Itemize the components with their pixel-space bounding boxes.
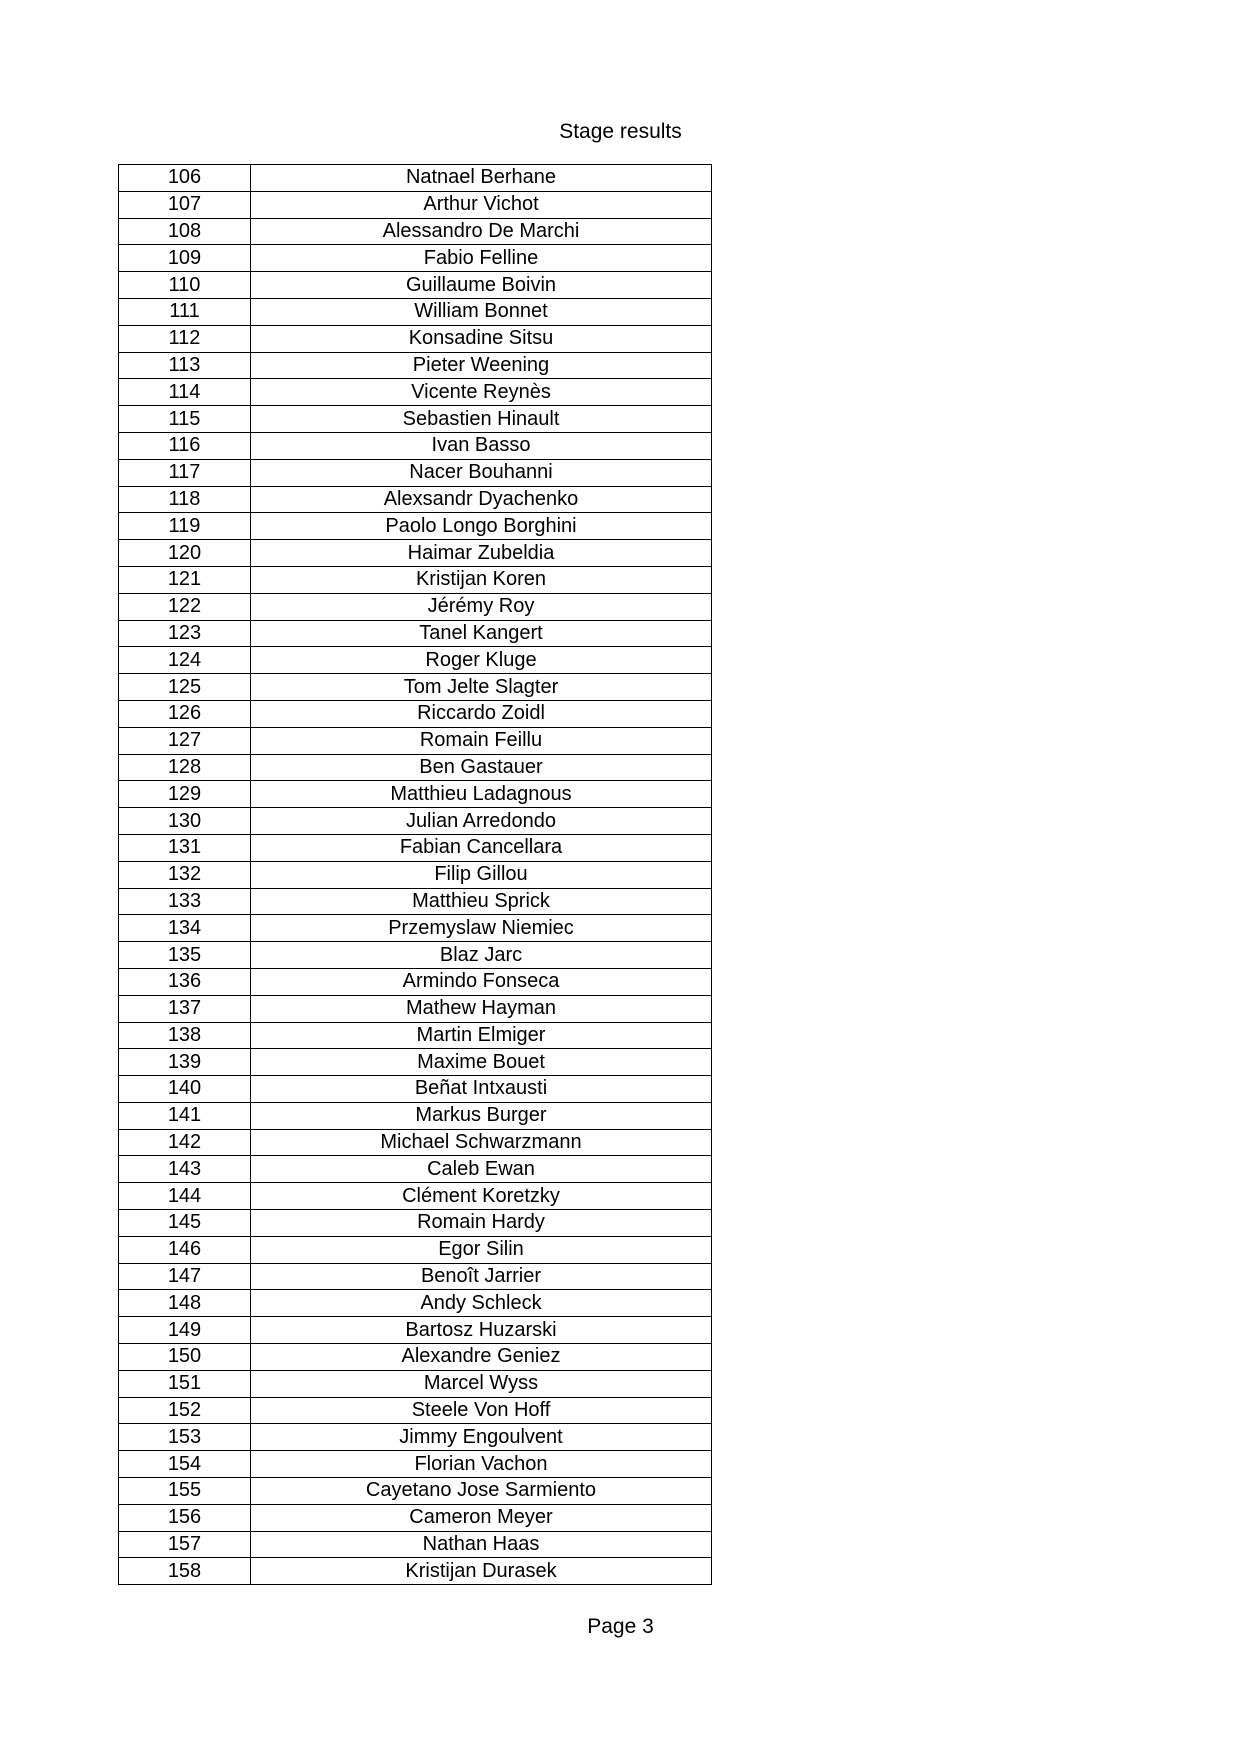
- table-row: [119, 1049, 712, 1076]
- rider-name-cell: Blaz Jarc: [251, 942, 712, 969]
- rider-name-cell: Natnael Berhane: [251, 165, 712, 192]
- position-cell: 111: [119, 298, 251, 325]
- position-cell: 130: [119, 808, 251, 835]
- rider-name-cell: Kristijan Durasek: [251, 1558, 712, 1585]
- table-row: [119, 1290, 712, 1317]
- position-cell: 140: [119, 1076, 251, 1103]
- table-row: [119, 1478, 712, 1505]
- table-row: [119, 995, 712, 1022]
- rider-name-cell: Przemyslaw Niemiec: [251, 915, 712, 942]
- rider-name-cell: Bartosz Huzarski: [251, 1317, 712, 1344]
- rider-name-cell: Ben Gastauer: [251, 754, 712, 781]
- rider-name-cell: Egor Silin: [251, 1236, 712, 1263]
- table-row: [119, 968, 712, 995]
- position-cell: 135: [119, 942, 251, 969]
- rider-name-cell: Beñat Intxausti: [251, 1076, 712, 1103]
- position-cell: 109: [119, 245, 251, 272]
- position-cell: 138: [119, 1022, 251, 1049]
- rider-name-cell: Markus Burger: [251, 1102, 712, 1129]
- position-cell: 123: [119, 620, 251, 647]
- table-row: [119, 1397, 712, 1424]
- rider-name-cell: Fabio Felline: [251, 245, 712, 272]
- position-cell: 150: [119, 1344, 251, 1371]
- table-row: [119, 1022, 712, 1049]
- position-cell: 132: [119, 861, 251, 888]
- table-row: [119, 325, 712, 352]
- rider-name-cell: Mathew Hayman: [251, 995, 712, 1022]
- table-row: [119, 298, 712, 325]
- position-cell: 144: [119, 1183, 251, 1210]
- table-row: [119, 1370, 712, 1397]
- table-row: [119, 566, 712, 593]
- rider-name-cell: Alexandre Geniez: [251, 1344, 712, 1371]
- position-cell: 154: [119, 1451, 251, 1478]
- rider-name-cell: Andy Schleck: [251, 1290, 712, 1317]
- position-cell: 113: [119, 352, 251, 379]
- position-cell: 120: [119, 540, 251, 567]
- table-row: [119, 593, 712, 620]
- position-cell: 148: [119, 1290, 251, 1317]
- rider-name-cell: William Bonnet: [251, 298, 712, 325]
- rider-name-cell: Fabian Cancellara: [251, 834, 712, 861]
- table-row: [119, 1102, 712, 1129]
- rider-name-cell: Guillaume Boivin: [251, 272, 712, 299]
- rider-name-cell: Julian Arredondo: [251, 808, 712, 835]
- position-cell: 115: [119, 406, 251, 433]
- rider-name-cell: Benoît Jarrier: [251, 1263, 712, 1290]
- position-cell: 107: [119, 191, 251, 218]
- position-cell: 141: [119, 1102, 251, 1129]
- position-cell: 128: [119, 754, 251, 781]
- rider-name-cell: Alexsandr Dyachenko: [251, 486, 712, 513]
- rider-name-cell: Arthur Vichot: [251, 191, 712, 218]
- rider-name-cell: Martin Elmiger: [251, 1022, 712, 1049]
- table-row: [119, 1504, 712, 1531]
- rider-name-cell: Cameron Meyer: [251, 1504, 712, 1531]
- position-cell: 125: [119, 674, 251, 701]
- rider-name-cell: Marcel Wyss: [251, 1370, 712, 1397]
- rider-name-cell: Romain Feillu: [251, 727, 712, 754]
- rider-name-cell: Nacer Bouhanni: [251, 459, 712, 486]
- table-row: [119, 191, 712, 218]
- table-row: [119, 727, 712, 754]
- table-row: [119, 1531, 712, 1558]
- table-row: [119, 620, 712, 647]
- rider-name-cell: Alessandro De Marchi: [251, 218, 712, 245]
- position-cell: 126: [119, 700, 251, 727]
- position-cell: 114: [119, 379, 251, 406]
- table-row: [119, 888, 712, 915]
- rider-name-cell: Nathan Haas: [251, 1531, 712, 1558]
- rider-name-cell: Kristijan Koren: [251, 566, 712, 593]
- position-cell: 153: [119, 1424, 251, 1451]
- rider-name-cell: Michael Schwarzmann: [251, 1129, 712, 1156]
- table-row: [119, 1156, 712, 1183]
- position-cell: 151: [119, 1370, 251, 1397]
- position-cell: 136: [119, 968, 251, 995]
- rider-name-cell: Haimar Zubeldia: [251, 540, 712, 567]
- table-row: [119, 700, 712, 727]
- position-cell: 143: [119, 1156, 251, 1183]
- position-cell: 155: [119, 1478, 251, 1505]
- position-cell: 156: [119, 1504, 251, 1531]
- table-row: [119, 1451, 712, 1478]
- table-row: [119, 352, 712, 379]
- position-cell: 119: [119, 513, 251, 540]
- rider-name-cell: Matthieu Sprick: [251, 888, 712, 915]
- position-cell: 127: [119, 727, 251, 754]
- table-row: [119, 647, 712, 674]
- position-cell: 106: [119, 165, 251, 192]
- table-row: [119, 1076, 712, 1103]
- table-row: [119, 459, 712, 486]
- rider-name-cell: Konsadine Sitsu: [251, 325, 712, 352]
- position-cell: 133: [119, 888, 251, 915]
- rider-name-cell: Cayetano Jose Sarmiento: [251, 1478, 712, 1505]
- rider-name-cell: Riccardo Zoidl: [251, 700, 712, 727]
- table-row: [119, 1129, 712, 1156]
- rider-name-cell: Steele Von Hoff: [251, 1397, 712, 1424]
- position-cell: 112: [119, 325, 251, 352]
- table-row: [119, 1236, 712, 1263]
- results-table-body: [119, 165, 712, 1585]
- results-table: [118, 164, 712, 1585]
- position-cell: 149: [119, 1317, 251, 1344]
- table-row: [119, 272, 712, 299]
- table-row: [119, 245, 712, 272]
- table-row: [119, 1210, 712, 1237]
- position-cell: 146: [119, 1236, 251, 1263]
- rider-name-cell: Vicente Reynès: [251, 379, 712, 406]
- position-cell: 129: [119, 781, 251, 808]
- position-cell: 121: [119, 566, 251, 593]
- table-row: [119, 165, 712, 192]
- position-cell: 117: [119, 459, 251, 486]
- position-cell: 142: [119, 1129, 251, 1156]
- rider-name-cell: Matthieu Ladagnous: [251, 781, 712, 808]
- table-row: [119, 1424, 712, 1451]
- rider-name-cell: Jérémy Roy: [251, 593, 712, 620]
- position-cell: 137: [119, 995, 251, 1022]
- rider-name-cell: Caleb Ewan: [251, 1156, 712, 1183]
- rider-name-cell: Maxime Bouet: [251, 1049, 712, 1076]
- position-cell: 134: [119, 915, 251, 942]
- page-header: Stage results: [559, 120, 682, 143]
- rider-name-cell: Pieter Weening: [251, 352, 712, 379]
- position-cell: 147: [119, 1263, 251, 1290]
- position-cell: 139: [119, 1049, 251, 1076]
- position-cell: 118: [119, 486, 251, 513]
- position-cell: 152: [119, 1397, 251, 1424]
- rider-name-cell: Clément Koretzky: [251, 1183, 712, 1210]
- rider-name-cell: Florian Vachon: [251, 1451, 712, 1478]
- table-row: [119, 942, 712, 969]
- table-row: [119, 1344, 712, 1371]
- table-row: [119, 432, 712, 459]
- rider-name-cell: Paolo Longo Borghini: [251, 513, 712, 540]
- table-row: [119, 486, 712, 513]
- position-cell: 108: [119, 218, 251, 245]
- position-cell: 122: [119, 593, 251, 620]
- table-row: [119, 406, 712, 433]
- table-row: [119, 781, 712, 808]
- table-row: [119, 861, 712, 888]
- position-cell: 158: [119, 1558, 251, 1585]
- rider-name-cell: Jimmy Engoulvent: [251, 1424, 712, 1451]
- table-row: [119, 834, 712, 861]
- position-cell: 131: [119, 834, 251, 861]
- table-row: [119, 218, 712, 245]
- rider-name-cell: Tom Jelte Slagter: [251, 674, 712, 701]
- table-row: [119, 808, 712, 835]
- table-row: [119, 540, 712, 567]
- table-row: [119, 754, 712, 781]
- rider-name-cell: Armindo Fonseca: [251, 968, 712, 995]
- rider-name-cell: Sebastien Hinault: [251, 406, 712, 433]
- rider-name-cell: Filip Gillou: [251, 861, 712, 888]
- rider-name-cell: Romain Hardy: [251, 1210, 712, 1237]
- position-cell: 157: [119, 1531, 251, 1558]
- rider-name-cell: Roger Kluge: [251, 647, 712, 674]
- table-row: [119, 1263, 712, 1290]
- rider-name-cell: Ivan Basso: [251, 432, 712, 459]
- table-row: [119, 379, 712, 406]
- table-row: [119, 915, 712, 942]
- position-cell: 124: [119, 647, 251, 674]
- table-row: [119, 1183, 712, 1210]
- table-row: [119, 513, 712, 540]
- position-cell: 110: [119, 272, 251, 299]
- page-footer: Page 3: [587, 1615, 654, 1638]
- table-row: [119, 1317, 712, 1344]
- position-cell: 145: [119, 1210, 251, 1237]
- table-row: [119, 674, 712, 701]
- table-row: [119, 1558, 712, 1585]
- rider-name-cell: Tanel Kangert: [251, 620, 712, 647]
- position-cell: 116: [119, 432, 251, 459]
